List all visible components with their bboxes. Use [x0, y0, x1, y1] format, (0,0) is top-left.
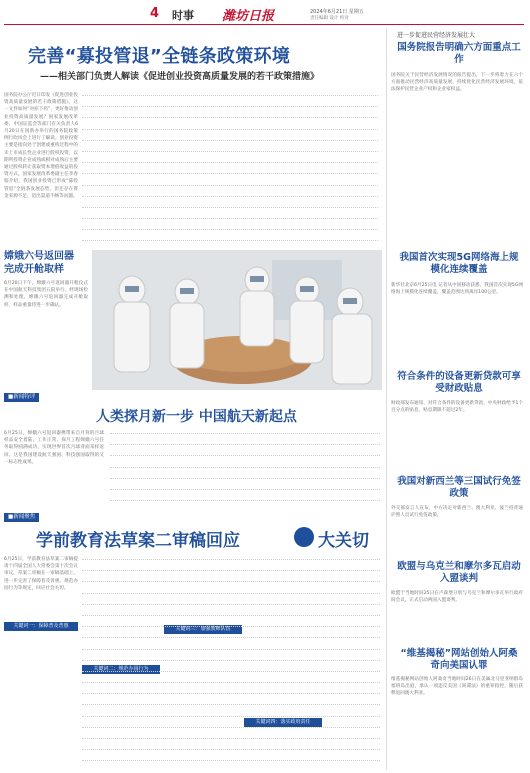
paper-logo: 潍坊日报 — [222, 9, 275, 24]
story5-title: 欧盟与乌克兰和摩尔多瓦启动入盟谈判 — [397, 561, 521, 584]
masthead — [0, 0, 530, 24]
bottom-title-left: 学前教育法草案二审稿回应 — [36, 531, 240, 551]
masthead-rule — [4, 24, 524, 25]
story3-title: 符合条件的设备更新贷款可享受财政贴息 — [397, 371, 521, 394]
news-photo — [92, 250, 382, 390]
photo-scene-illustration — [92, 250, 382, 390]
section-label-comment: ■新闻特评 — [4, 393, 39, 402]
bottom-body: 6月25日，学前教育法草案二审稿提请十四届全国人大常委会第十次会议审议。草案二审稿在一审稿基础上，进一步完善了保障普及普惠、规范办园行为等规定，回应社会关切。 — [4, 557, 78, 591]
right-column — [386, 28, 527, 770]
photo-story-lines — [110, 430, 380, 504]
section-label-focus: ■新闻聚焦 — [4, 513, 39, 522]
story2-title: 我国首次实现5G网络海上规模化连续覆盖 — [399, 252, 519, 275]
lead-body-col1: 国务院办公厅近日印发《促进创业投资高质量发展的若干政策措施》。这一文件如何“对症下药”、更好推动创业投资高质量发展？国家发展改革委、中国证监会等部门有关负责人6月20日在国新办举行的国务院政策例行吹风会上进行了解读。创业投资主要是指向处于创建或重构过程中的未上市成长性企业进行股权投资，以期所投资企业成熟或相对成熟后主要通过股权转让获取资本增值收益的投资方式。国家发展改革委副主任李春临介绍，我国创业投资已形成“募投管退”全链条发展态势，但还存在资金来源不足、退出渠道不畅等问题。 — [4, 93, 78, 199]
lead-title: 完善“募投管退”全链条政策环境 — [28, 46, 291, 67]
story4-title: 我国对新西兰等三国试行免签政策 — [397, 476, 521, 499]
page-number: 4 — [150, 6, 160, 21]
story5-body: 欧盟于当地时间25日在卢森堡分别与乌克兰和摩尔多瓦举行政府间会议，正式启动两国入盟谈判。 — [391, 591, 523, 604]
story4-body: 外交部发言人宣布，中方决定对新西兰、澳大利亚、波兰持普通护照人员试行免签政策。 — [391, 506, 523, 519]
bottom-title-badge — [294, 527, 314, 547]
story1-body: 国务院关于民营经济发展情况的报告提出，下一步将着力在六个方面推动民营经济高质量发展，持续优化民营经济发展环境，依法保护民营企业产权和企业家权益。 — [391, 73, 523, 93]
bottom-lines — [82, 556, 380, 768]
bottom-sub2: 关键词二：规范办园行为 — [82, 665, 160, 674]
story6-body: 维基揭秘网站创始人阿桑奇当地时间26日在美属北马里亚纳群岛塞班岛出庭，承认一项违反美国《间谍法》的重罪指控，随后获释返回澳大利亚。 — [391, 677, 523, 697]
bottom-sub1: 关键词一：保障普及普惠 — [4, 622, 78, 631]
bottom-sub4: 关键词四：落实政府责任 — [244, 718, 322, 727]
side-story-title: 嫦娥六号返回器完成开舱取样 — [4, 251, 74, 275]
lead-body-lines — [82, 92, 378, 242]
story6-title: “维基揭秘”网站创始人阿桑奇向美国认罪 — [400, 648, 518, 671]
photo-story-title: 人类探月新一步 中国航天新起点 — [96, 409, 297, 425]
story2-body: 新华社北京6月25日电 记者从中国移动获悉，我国首次实现5G网络海上规模化连续覆盖，覆盖范围达到离岸100公里。 — [391, 283, 523, 296]
section-name: 时事 — [172, 9, 194, 22]
bottom-title-right: 大关切 — [318, 531, 369, 551]
right-kicker: 进一步促进民营经济发展壮大 — [397, 32, 476, 39]
story3-body: 财政部发布通知，对符合条件的设备更新贷款，中央财政给予1个百分点的贴息，贴息期限不超过2年。 — [391, 401, 523, 414]
lead-subtitle: ——相关部门负责人解读《促进创业投资高质量发展的若干政策措施》 — [40, 72, 320, 82]
story1-title: 国务院报告明确六方面重点工作 — [397, 42, 521, 65]
photo-story-body: 6月25日，嫦娥六号返回器携带来自月背的月球样品安全着陆，工作正常，探月工程嫦娥六号任务取得圆满成功，实现世界首次月球背面采样返回。这是我国建设航天强国、科技强国取得的又一标志性成果。 — [4, 431, 104, 465]
editor-line: 责任编辑 设计 校对 — [310, 16, 349, 21]
date-line: 2024年6月21日 星期五 — [310, 9, 364, 15]
side-story-box — [4, 250, 88, 365]
bottom-sub3: 关键词三：加强教师队伍 — [164, 625, 242, 634]
side-story-body: 6月20日下午，嫦娥六号返回器开舱仪式在中国航天科技集团五院举行。经现场检测和处理，嫦娥六号返回器完成开舱取样，样品重量待进一步确认。 — [4, 281, 88, 308]
